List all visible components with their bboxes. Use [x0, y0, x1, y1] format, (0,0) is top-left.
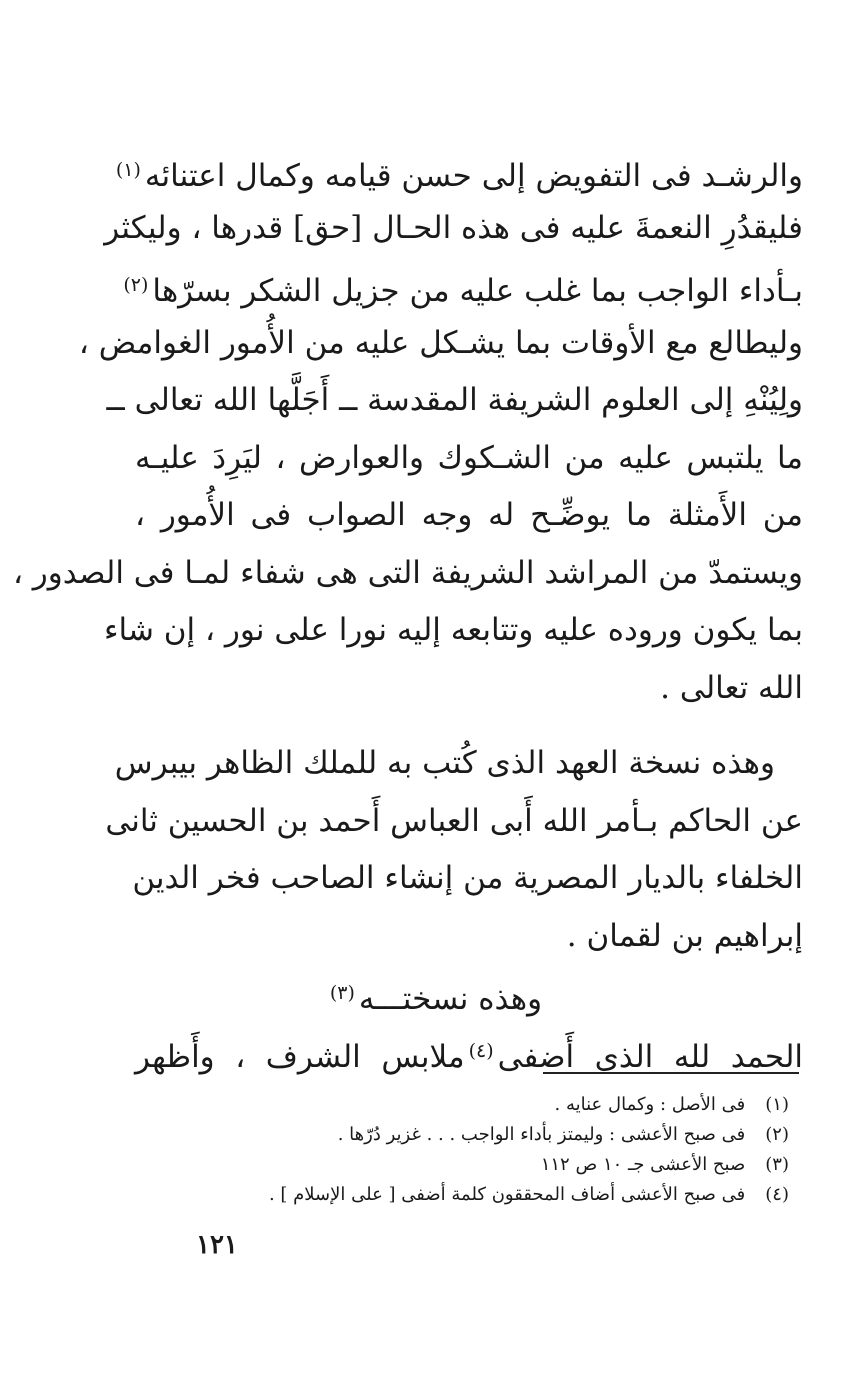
footnote-2 [139, 1120, 789, 1150]
footnote-separator [543, 1072, 799, 1074]
footnote-ref-3: (٣) [329, 982, 355, 1004]
text-line-1 [115, 142, 803, 200]
text-line-5 [106, 372, 803, 430]
line-text: الله تعالى . [660, 669, 803, 706]
footnote-number: (٤) [765, 1184, 789, 1205]
line-text: بما يكون وروده عليه وتتابعه إليه نورا على نور ، إن شاء [103, 612, 803, 648]
footnotes [139, 1090, 789, 1210]
footnote-number: (٣) [765, 1154, 789, 1175]
footnote-text: فى صبح الأعشى : وليمتز بأداء الواجب . . . غزير دُرّها . [337, 1124, 746, 1145]
para2-line-4 [135, 908, 803, 966]
text-line-3 [123, 257, 803, 315]
text-line-10 [135, 660, 803, 718]
section-heading [135, 965, 803, 1023]
footnote-ref-2: (٢) [123, 274, 149, 296]
line-text: الحمد لله الذى أَضفى [497, 1038, 803, 1075]
footnote-number: (١) [765, 1094, 789, 1115]
text-line-4 [78, 315, 803, 373]
heading-text: وهذه نسختـــه [358, 981, 543, 1017]
text-line-7 [135, 487, 803, 545]
line-text: فليقدُرِ النعمةَ عليه فى هذه الحـال [حق] قدرها ، وليكثر [104, 209, 803, 246]
main-text [12, 142, 803, 1080]
text-line-9 [103, 602, 803, 660]
line-text: من الأَمثلة ما يوضِّـح له وجه الصواب فى الأُمور ، [135, 497, 803, 533]
text-line-8 [12, 545, 803, 603]
footnote-text: صبح الأعشى جـ ١٠ ص ١١٢ [540, 1154, 746, 1175]
line-text: بـأداء الواجب بما غلب عليه من جزيل الشكر بسرّها [152, 273, 803, 309]
line-text: إبراهيم بن لقمان . [566, 917, 803, 954]
footnote-ref-1: (١) [115, 159, 141, 181]
line-text: وليطالع مع الأوقات بما يشـكل عليه من الأُمور الغوامض ، [78, 324, 803, 361]
text-line-6 [135, 430, 803, 488]
footnote-3 [139, 1150, 789, 1180]
footnote-number: (٢) [765, 1124, 789, 1145]
para2-line-1 [114, 735, 803, 793]
para2-line-2 [105, 793, 803, 851]
line-text: وهذه نسخة العهد الذى كُتب به للملك الظاهر بيبرس [114, 745, 775, 781]
line-text: والرشـد فى التفويض إلى حسن قيامه وكمال اعتنائه [144, 158, 803, 194]
line-text: ما يلتبس عليه من الشـكوك والعوارض ، ليَرِدَ عليـه [135, 439, 803, 476]
para2-line-3 [132, 850, 803, 908]
footnote-text: فى الأصل : وكمال عنايه . [554, 1094, 746, 1115]
footnote-ref-4: (٤) [468, 1039, 494, 1062]
line-text: ويستمدّ من المراشد الشريفة التى هى شفاء لمـا فى الصدور ، [12, 554, 803, 591]
line-text: ملابس الشرف ، وأَظهر [135, 1038, 465, 1075]
page-number: ١٢١ [196, 1230, 238, 1260]
line-text: الخلفاء بالديار المصرية من إنشاء الصاحب فخر الدين [132, 860, 803, 896]
footnote-4 [139, 1180, 789, 1210]
footnote-1 [139, 1090, 789, 1120]
text-line-2 [104, 200, 803, 258]
line-text: ولِيُنْهِ إلى العلوم الشريفة المقدسة ــ أَجَلَّها الله تعالى ــ [106, 382, 803, 418]
footnote-text: فى صبح الأعشى أضاف المحققون كلمة أضفى [ على الإسلام ] . [268, 1184, 746, 1205]
line-text: عن الحاكم بـأمر الله أَبى العباس أَحمد بن الحسين ثانى [105, 802, 803, 839]
